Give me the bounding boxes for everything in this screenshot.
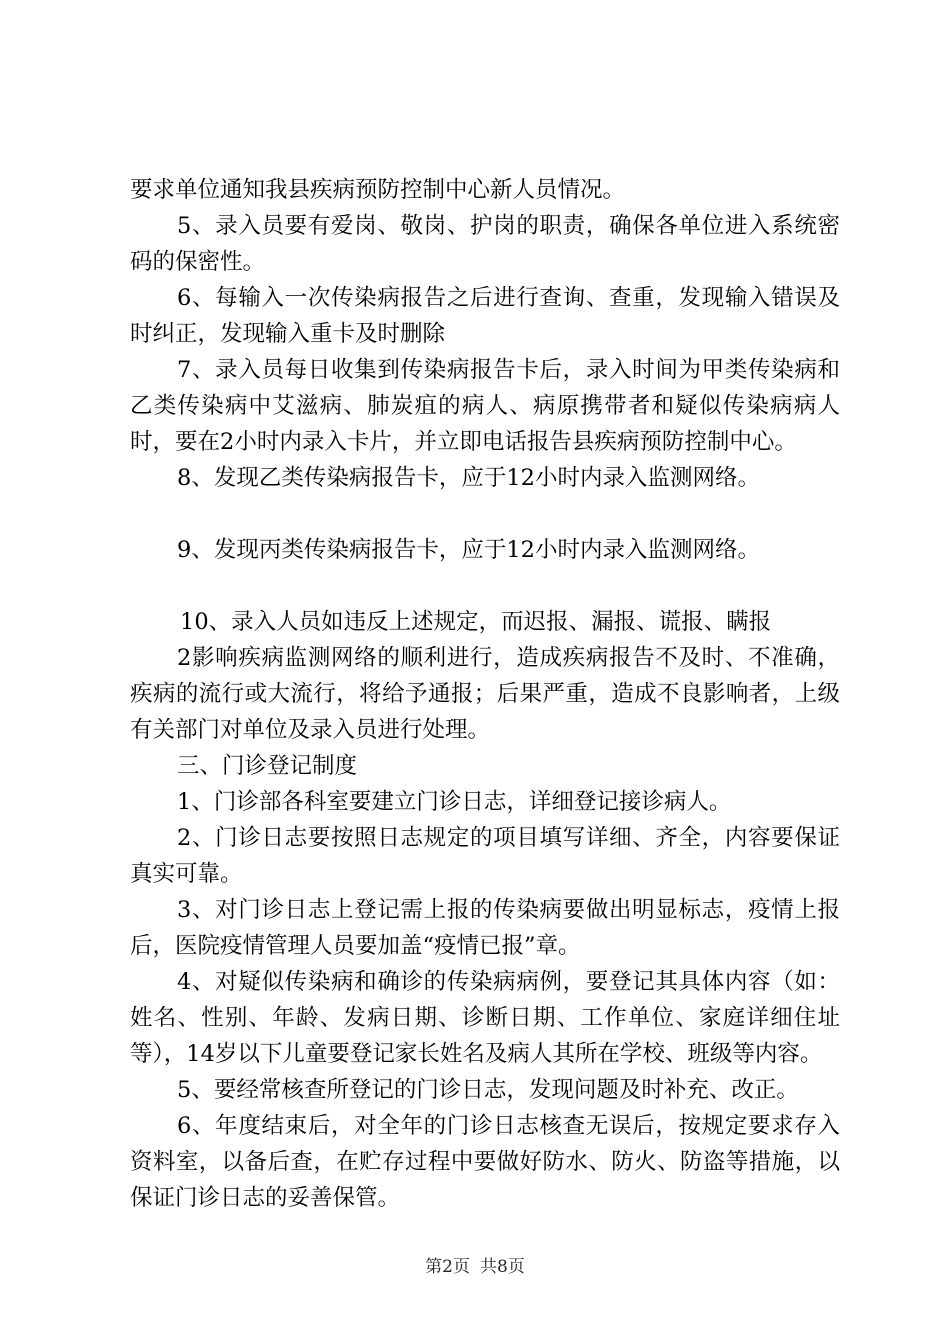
- paragraph-outpatient-5: 5、要经常核查所登记的门诊日志，发现问题及时补充、改正。: [177, 1077, 799, 1103]
- paragraph-outpatient-3: 3、对门诊日志上登记需上报的传染病要做出明显标志，疫情上报后，医院疫情管理人员要加盖“疫情已报”章。: [130, 897, 840, 959]
- page-total: 共8页: [480, 1257, 525, 1277]
- paragraph-item-9: 9、发现丙类传染病报告卡，应于12小时内录入监测网络。: [177, 537, 760, 563]
- section-heading-outpatient-registration: 三、门诊登记制度: [177, 753, 358, 779]
- paragraph-item-8: 8、发现乙类传染病报告卡，应于12小时内录入监测网络。: [177, 465, 760, 491]
- paragraph-item-10: 10、录入人员如违反上述规定，而迟报、漏报、谎报、瞒报: [180, 609, 772, 635]
- paragraph-outpatient-4: 4、对疑似传染病和确诊的传染病病例，要登记其具体内容（如：姓名、性别、年龄、发病日期、诊断日期、工作单位、家庭详细住址等），14岁以下儿童要登记家长姓名及病人其所在学校、班级等内容。: [130, 969, 840, 1067]
- paragraph-item-7: 7、录入员每日收集到传染病报告卡后，录入时间为甲类传染病和乙类传染病中艾滋病、肺炭疽的病人、病原携带者和疑似传染病病人时，要在2小时内录入卡片，并立即电话报告县疾病预防控制中心。: [130, 357, 840, 455]
- page-footer: [0, 1256, 950, 1278]
- paragraph-item-6: 6、每输入一次传染病报告之后进行查询、查重，发现输入错误及时纠正，发现输入重卡及时删除: [130, 285, 840, 347]
- paragraph-outpatient-6: 6、年度结束后，对全年的门诊日志核查无误后，按规定要求存入资料室，以备后查，在贮存过程中要做好防水、防火、防盗等措施，以保证门诊日志的妥善保管。: [130, 1113, 840, 1211]
- document-body: [130, 172, 840, 1216]
- paragraph-continuation: 要求单位通知我县疾病预防控制中心新人员情况。: [130, 177, 626, 203]
- paragraph-outpatient-2: 2、门诊日志要按照日志规定的项目填写详细、齐全，内容要保证真实可靠。: [130, 825, 840, 887]
- paragraph-outpatient-1: 1、门诊部各科室要建立门诊日志，详细登记接诊病人。: [177, 789, 732, 815]
- page-number: 第2页: [425, 1257, 470, 1277]
- paragraph-item-10-continued: 2影响疾病监测网络的顺利进行，造成疾病报告不及时、不准确，疾病的流行或大流行，将给予通报；后果严重，造成不良影响者，上级有关部门对单位及录入员进行处理。: [130, 645, 840, 743]
- paragraph-item-5: 5、录入员要有爱岗、敬岗、护岗的职责，确保各单位进入系统密码的保密性。: [130, 213, 840, 275]
